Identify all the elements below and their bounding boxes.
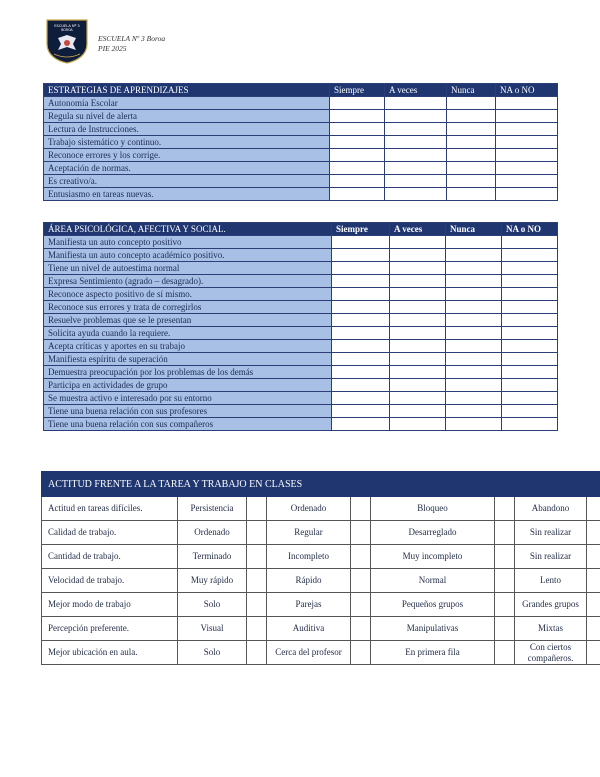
answer-cell[interactable]: [385, 188, 447, 201]
answer-cell[interactable]: [447, 136, 496, 149]
answer-cell[interactable]: [330, 175, 385, 188]
column-header: A veces: [390, 223, 446, 236]
answer-cell[interactable]: [385, 123, 447, 136]
answer-cell[interactable]: [502, 353, 558, 366]
answer-cell[interactable]: [502, 379, 558, 392]
table-row: [42, 593, 600, 617]
answer-cell[interactable]: [446, 418, 502, 431]
answer-cell[interactable]: [446, 301, 502, 314]
answer-cell[interactable]: [332, 249, 390, 262]
table-title: ACTITUD FRENTE A LA TAREA Y TRABAJO EN CLASES: [42, 472, 600, 497]
answer-cell[interactable]: [447, 188, 496, 201]
answer-cell[interactable]: [447, 149, 496, 162]
school-info: [98, 34, 298, 54]
option-label: Rápido: [267, 569, 351, 593]
answer-cell[interactable]: [446, 236, 502, 249]
option-label: Ordenado: [178, 521, 247, 545]
option-label: Cerca del profesor: [267, 641, 351, 665]
table-row: [44, 405, 558, 418]
answer-cell[interactable]: [502, 262, 558, 275]
option-checkbox-cell[interactable]: [351, 593, 371, 617]
answer-cell[interactable]: [502, 366, 558, 379]
answer-cell[interactable]: [390, 288, 446, 301]
column-header: NA o NO: [496, 84, 558, 97]
row-label: Resuelve problemas que se le presentan: [44, 314, 332, 327]
option-label: Sin realizar: [515, 521, 587, 545]
option-checkbox-cell[interactable]: [351, 617, 371, 641]
row-label: Reconoce errores y los corrige.: [44, 149, 330, 162]
answer-cell[interactable]: [332, 405, 390, 418]
option-checkbox-cell[interactable]: [247, 569, 267, 593]
program-name: PIE 2025: [98, 44, 127, 53]
table-header-row: [44, 84, 558, 97]
table-row: [44, 340, 558, 353]
table-row: [44, 379, 558, 392]
answer-cell[interactable]: [496, 175, 558, 188]
option-label: Abandono: [515, 497, 587, 521]
option-label: Mixtas: [515, 617, 587, 641]
answer-cell[interactable]: [446, 262, 502, 275]
psychological-area-table: [43, 222, 558, 431]
row-label: Tiene una buena relación con sus compañeros: [44, 418, 332, 431]
option-label: Solo: [178, 593, 247, 617]
answer-cell[interactable]: [332, 327, 390, 340]
table-row: [44, 327, 558, 340]
table-row: [44, 97, 558, 110]
row-label: Demuestra preocupación por los problemas de los demás: [44, 366, 332, 379]
option-checkbox-cell[interactable]: [247, 497, 267, 521]
option-label: Terminado: [178, 545, 247, 569]
answer-cell[interactable]: [390, 275, 446, 288]
option-checkbox-cell[interactable]: [351, 521, 371, 545]
answer-cell[interactable]: [332, 340, 390, 353]
table-row: [42, 641, 600, 665]
column-header: ESTRATEGIAS DE APRENDIZAJES: [44, 84, 330, 97]
row-label: Cantidad de trabajo.: [42, 545, 178, 569]
answer-cell[interactable]: [332, 236, 390, 249]
answer-cell[interactable]: [502, 288, 558, 301]
answer-cell[interactable]: [385, 162, 447, 175]
answer-cell[interactable]: [502, 327, 558, 340]
table-row: [44, 149, 558, 162]
answer-cell[interactable]: [446, 275, 502, 288]
row-label: Expresa Sentimiento (agrado – desagrado).: [44, 275, 332, 288]
option-label: Regular: [267, 521, 351, 545]
answer-cell[interactable]: [496, 162, 558, 175]
answer-cell[interactable]: [502, 236, 558, 249]
answer-cell[interactable]: [496, 188, 558, 201]
option-checkbox-cell[interactable]: [247, 593, 267, 617]
answer-cell[interactable]: [447, 97, 496, 110]
answer-cell[interactable]: [390, 405, 446, 418]
option-checkbox-cell[interactable]: [587, 569, 600, 593]
table-row: [44, 175, 558, 188]
svg-text:ESCUELA Nº 3: ESCUELA Nº 3: [54, 24, 80, 28]
answer-cell[interactable]: [390, 301, 446, 314]
row-label: Aceptación de normas.: [44, 162, 330, 175]
answer-cell[interactable]: [502, 392, 558, 405]
row-label: Regula su nivel de alerta: [44, 110, 330, 123]
answer-cell[interactable]: [330, 162, 385, 175]
svg-text:BOROA: BOROA: [61, 28, 73, 32]
option-label: Muy rápido: [178, 569, 247, 593]
option-checkbox-cell[interactable]: [587, 497, 600, 521]
option-checkbox-cell[interactable]: [587, 617, 600, 641]
option-checkbox-cell[interactable]: [351, 497, 371, 521]
answer-cell[interactable]: [330, 136, 385, 149]
answer-cell[interactable]: [390, 236, 446, 249]
answer-cell[interactable]: [332, 418, 390, 431]
answer-cell[interactable]: [332, 353, 390, 366]
row-label: Es creativo/a.: [44, 175, 330, 188]
option-checkbox-cell[interactable]: [495, 569, 515, 593]
table-row: [44, 366, 558, 379]
answer-cell[interactable]: [390, 262, 446, 275]
table-row: [44, 418, 558, 431]
school-logo: [44, 18, 90, 64]
row-label: Actitud en tareas difíciles.: [42, 497, 178, 521]
option-label: Solo: [178, 641, 247, 665]
option-checkbox-cell[interactable]: [247, 545, 267, 569]
answer-cell[interactable]: [330, 97, 385, 110]
option-checkbox-cell[interactable]: [495, 545, 515, 569]
answer-cell[interactable]: [390, 314, 446, 327]
row-label: Manifiesta espíritu de superación: [44, 353, 332, 366]
option-label: Con ciertos compañeros.: [515, 641, 587, 665]
answer-cell[interactable]: [496, 97, 558, 110]
table-row: [44, 275, 558, 288]
table-header-row: [44, 223, 558, 236]
answer-cell[interactable]: [332, 288, 390, 301]
answer-cell[interactable]: [385, 175, 447, 188]
table-row: [44, 110, 558, 123]
row-label: Autonomía Escolar: [44, 97, 330, 110]
answer-cell[interactable]: [502, 418, 558, 431]
option-checkbox-cell[interactable]: [587, 593, 600, 617]
option-checkbox-cell[interactable]: [495, 617, 515, 641]
answer-cell[interactable]: [332, 301, 390, 314]
table-row: [44, 123, 558, 136]
column-header: Siempre: [330, 84, 385, 97]
answer-cell[interactable]: [385, 110, 447, 123]
answer-cell[interactable]: [390, 366, 446, 379]
option-label: Incompleto: [267, 545, 351, 569]
answer-cell[interactable]: [332, 275, 390, 288]
row-label: Lectura de Instrucciones.: [44, 123, 330, 136]
option-checkbox-cell[interactable]: [587, 641, 600, 665]
answer-cell[interactable]: [330, 188, 385, 201]
answer-cell[interactable]: [446, 288, 502, 301]
column-header: Nunca: [447, 84, 496, 97]
answer-cell[interactable]: [446, 405, 502, 418]
answer-cell[interactable]: [496, 123, 558, 136]
option-label: Lento: [515, 569, 587, 593]
answer-cell[interactable]: [496, 110, 558, 123]
answer-cell[interactable]: [446, 340, 502, 353]
answer-cell[interactable]: [390, 379, 446, 392]
table-row: [42, 497, 600, 521]
table-row: [44, 188, 558, 201]
answer-cell[interactable]: [330, 123, 385, 136]
option-label: Bloqueo: [371, 497, 495, 521]
answer-cell[interactable]: [447, 110, 496, 123]
answer-cell[interactable]: [446, 327, 502, 340]
option-checkbox-cell[interactable]: [351, 545, 371, 569]
answer-cell[interactable]: [496, 136, 558, 149]
task-attitude-table: [41, 471, 600, 665]
answer-cell[interactable]: [385, 97, 447, 110]
answer-cell[interactable]: [502, 249, 558, 262]
table-row: [42, 617, 600, 641]
option-label: Sin realizar: [515, 545, 587, 569]
row-label: Velocidad de trabajo.: [42, 569, 178, 593]
answer-cell[interactable]: [446, 379, 502, 392]
answer-cell[interactable]: [390, 418, 446, 431]
option-checkbox-cell[interactable]: [587, 545, 600, 569]
row-label: Tiene un nivel de autoestima normal: [44, 262, 332, 275]
row-label: Calidad de trabajo.: [42, 521, 178, 545]
option-checkbox-cell[interactable]: [247, 617, 267, 641]
column-header: ÁREA PSICOLÓGICA, AFECTIVA Y SOCIAL.: [44, 223, 332, 236]
option-label: Muy incompleto: [371, 545, 495, 569]
answer-cell[interactable]: [447, 123, 496, 136]
table-row: [42, 545, 600, 569]
table-row: [44, 249, 558, 262]
answer-cell[interactable]: [502, 275, 558, 288]
table-title-row: [42, 472, 600, 497]
answer-cell[interactable]: [390, 327, 446, 340]
option-label: Parejas: [267, 593, 351, 617]
row-label: Reconoce aspecto positivo de sí mismo.: [44, 288, 332, 301]
answer-cell[interactable]: [332, 366, 390, 379]
table-row: [42, 521, 600, 545]
option-checkbox-cell[interactable]: [247, 521, 267, 545]
row-label: Percepción preferente.: [42, 617, 178, 641]
column-header: NA o NO: [502, 223, 558, 236]
answer-cell[interactable]: [496, 149, 558, 162]
table-row: [44, 392, 558, 405]
option-checkbox-cell[interactable]: [587, 521, 600, 545]
row-label: Tiene una buena relación con sus profesores: [44, 405, 332, 418]
row-label: Mejor modo de trabajo: [42, 593, 178, 617]
row-label: Trabajo sistemático y continuo.: [44, 136, 330, 149]
answer-cell[interactable]: [502, 405, 558, 418]
column-header: A veces: [385, 84, 447, 97]
answer-cell[interactable]: [390, 353, 446, 366]
table-row: [44, 236, 558, 249]
option-label: Pequeños grupos: [371, 593, 495, 617]
row-label: Participa en actividades de grupo: [44, 379, 332, 392]
row-label: Manifiesta un auto concepto académico positivo.: [44, 249, 332, 262]
answer-cell[interactable]: [330, 149, 385, 162]
option-label: Desarreglado: [371, 521, 495, 545]
answer-cell[interactable]: [447, 175, 496, 188]
row-label: Acepta críticas y aportes en su trabajo: [44, 340, 332, 353]
option-checkbox-cell[interactable]: [351, 569, 371, 593]
option-label: Grandes grupos: [515, 593, 587, 617]
option-checkbox-cell[interactable]: [495, 593, 515, 617]
answer-cell[interactable]: [502, 314, 558, 327]
column-header: Nunca: [446, 223, 502, 236]
school-name: ESCUELA Nº 3 Boroa: [98, 34, 166, 43]
answer-cell[interactable]: [446, 366, 502, 379]
option-label: Persistencia: [178, 497, 247, 521]
table-row: [44, 353, 558, 366]
table-row: [44, 314, 558, 327]
answer-cell[interactable]: [332, 314, 390, 327]
learning-strategies-table: [43, 83, 558, 201]
row-label: Manifiesta un auto concepto positivo: [44, 236, 332, 249]
answer-cell[interactable]: [446, 353, 502, 366]
answer-cell[interactable]: [390, 340, 446, 353]
answer-cell[interactable]: [446, 249, 502, 262]
row-label: Se muestra activo e interesado por su entorno: [44, 392, 332, 405]
answer-cell[interactable]: [385, 149, 447, 162]
answer-cell[interactable]: [332, 262, 390, 275]
table-row: [44, 136, 558, 149]
table-row: [44, 262, 558, 275]
table-row: [44, 288, 558, 301]
table-row: [44, 162, 558, 175]
table-row: [42, 569, 600, 593]
answer-cell[interactable]: [390, 392, 446, 405]
answer-cell[interactable]: [330, 110, 385, 123]
answer-cell[interactable]: [332, 379, 390, 392]
answer-cell[interactable]: [447, 162, 496, 175]
answer-cell[interactable]: [332, 392, 390, 405]
option-label: Manipulativas: [371, 617, 495, 641]
row-label: Reconoce sus errores y trata de corregirlos: [44, 301, 332, 314]
option-checkbox-cell[interactable]: [247, 641, 267, 665]
option-label: Auditiva: [267, 617, 351, 641]
answer-cell[interactable]: [502, 340, 558, 353]
row-label: Solicita ayuda cuando la requiere.: [44, 327, 332, 340]
option-checkbox-cell[interactable]: [351, 641, 371, 665]
row-label: Mejor ubicación en aula.: [42, 641, 178, 665]
answer-cell[interactable]: [502, 301, 558, 314]
option-checkbox-cell[interactable]: [495, 641, 515, 665]
option-label: Visual: [178, 617, 247, 641]
option-label: En primera fila: [371, 641, 495, 665]
answer-cell[interactable]: [390, 249, 446, 262]
answer-cell[interactable]: [446, 314, 502, 327]
option-checkbox-cell[interactable]: [495, 521, 515, 545]
option-label: Normal: [371, 569, 495, 593]
answer-cell[interactable]: [446, 392, 502, 405]
table-row: [44, 301, 558, 314]
answer-cell[interactable]: [385, 136, 447, 149]
option-checkbox-cell[interactable]: [495, 497, 515, 521]
row-label: Entusiasmo en tareas nuevas.: [44, 188, 330, 201]
option-label: Ordenado: [267, 497, 351, 521]
column-header: Siempre: [332, 223, 390, 236]
